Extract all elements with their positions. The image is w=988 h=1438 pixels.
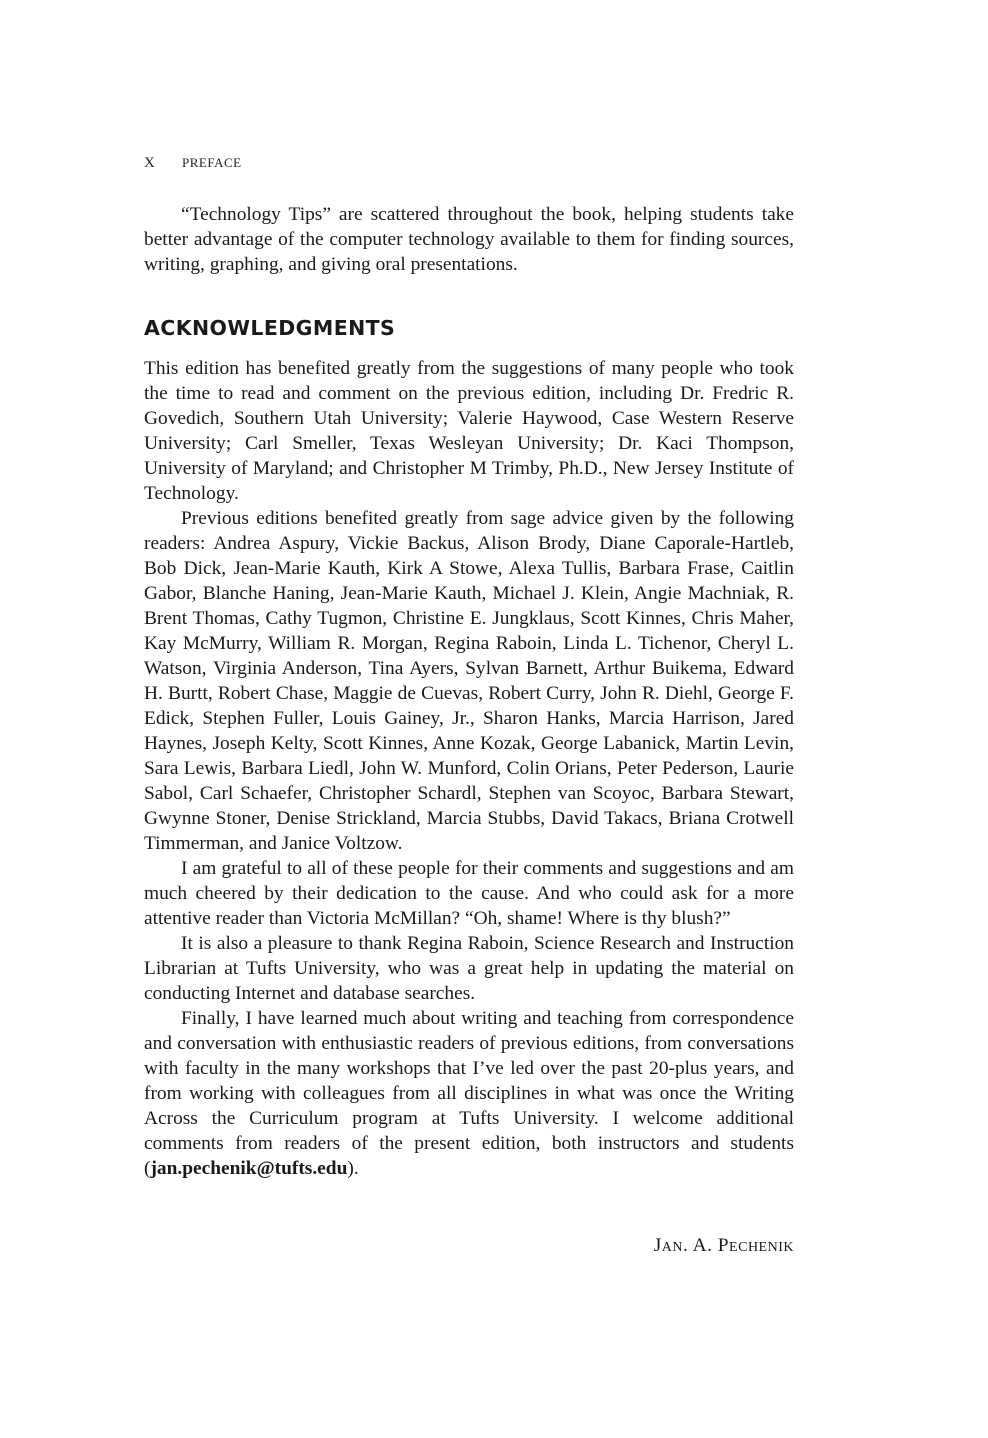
section-title: PREFACE — [182, 155, 242, 170]
page-number: X — [144, 155, 156, 171]
acknowledgments-heading: ACKNOWLEDGMENTS — [144, 316, 396, 340]
ack-paragraph-5 — [144, 1006, 794, 1181]
ack-paragraph-3: I am grateful to all of these people for their comments and suggestions and am much cheered by their dedication to the cause. And who could ask for a more attentive reader than Victoria McMillan? “Oh, shame! Where is thy blush?” — [144, 858, 794, 929]
ack-paragraph-2: Previous editions benefited greatly from sage advice given by the following readers: Andrea Aspury, Vickie Backus, Alison Brody, Diane Caporale-Hartleb, Bob Dick, Jean-Marie Kauth, Kirk A Stowe, Alexa Tullis, Barbara Frase, Caitlin Gabor, Blanche Haning, Jean-Marie Kauth, Michael J. Klein, Angie Machniak, R. Brent Thomas, Cathy Tugmon, Christine E. Jungklaus, Scott Kinnes, Chris Maher, Kay McMurry, William R. Morgan, Regina Raboin, Linda L. Tichenor, Cheryl L. Watson, Virginia Anderson, Tina Ayers, Sylvan Barnett, Arthur Buikema, Edward H. Burtt, Robert Chase, Maggie de Cuevas, Robert Curry, John R. Diehl, George F. Edick, Stephen Fuller, Louis Gainey, Jr., Sharon Hanks, Marcia Harrison, Jared Haynes, Joseph Kelty, Scott Kinnes, Anne Kozak, George Labanick, Martin Levin, Sara Lewis, Barbara Liedl, John W. Munford, Colin Orians, Peter Pederson, Laurie Sabol, Carl Schaefer, Christopher Schardl, Stephen van Scoyoc, Barbara Stewart, Gwynne Stoner, Denise Strickland, Marcia Stubbs, David Takacs, Briana Crotwell Timmerman, and Janice Voltzow. — [144, 508, 794, 854]
intro-paragraph: “Technology Tips” are scattered throughout the book, helping students take better advantage of the computer technology available to them for finding sources, writing, graphing, and giving oral presentations. — [144, 204, 794, 275]
ack-paragraph-5-end: ). — [347, 1158, 359, 1179]
ack-paragraph-1: This edition has benefited greatly from the suggestions of many people who took the time to read and comment on the previous edition, including Dr. Fredric R. Govedich, Southern Utah University; Valerie Haywood, Case Western Reserve University; Carl Smeller, Texas Wesleyan University; Dr. Kaci Thompson, University of Maryland; and Christopher M Trimby, Ph.D., New Jersey Institute of Technology. — [144, 358, 794, 504]
ack-paragraph-4: It is also a pleasure to thank Regina Raboin, Science Research and Instruction Librarian at Tufts University, who was a great help in updating the material on conducting Internet and database searches. — [144, 933, 794, 1004]
ack-paragraph-5-text: Finally, I have learned much about writing and teaching from correspondence and conversation with enthusiastic readers of previous editions, from conversations with faculty in the many workshops that I’ve led over the past 20-plus years, and from working with colleagues from all disciplines in what was once the Writing Across the Curriculum program at Tufts University. I welcome additional comments from readers of the present edition, both instructors and students ( — [144, 1008, 794, 1179]
running-head — [144, 155, 242, 172]
acknowledgments-body — [144, 356, 794, 1181]
intro-block — [144, 202, 794, 277]
author-signature: Jan. A. Pechenik — [653, 1235, 794, 1256]
author-email: jan.pechenik@tufts.edu — [150, 1158, 348, 1179]
